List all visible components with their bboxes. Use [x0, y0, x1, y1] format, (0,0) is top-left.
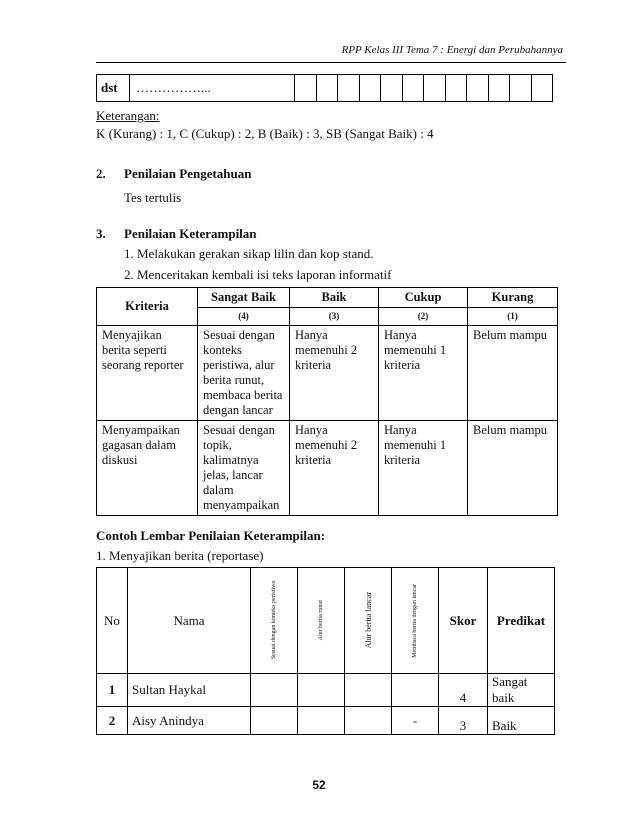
score-4: (4) — [198, 308, 290, 326]
score-3: (3) — [290, 308, 379, 326]
section-3-item-1: 1. Melakukan gerakan sikap lilin dan kop stand. — [124, 246, 374, 261]
empty-cell — [531, 75, 553, 102]
row-no: 1 — [97, 674, 128, 707]
empty-cell — [510, 75, 532, 102]
dst-label: dst — [97, 75, 130, 102]
criterion-label: Alur berita lancar — [363, 592, 373, 649]
criterion-cell — [251, 707, 298, 735]
criterion-header — [345, 568, 392, 674]
rubric-sangat-baik: Sesuai dengan topik, kalimatnya jelas, lancar dalam menyampaikan — [198, 421, 290, 516]
empty-cell — [338, 75, 360, 102]
continuation-table — [96, 74, 553, 102]
criterion-cell — [392, 674, 439, 707]
score-header-no: No — [97, 568, 128, 674]
keterangan-title: Keterangan: — [96, 108, 160, 123]
criterion-label: Membaca berita dengan lancar — [412, 583, 418, 658]
rubric-header-kriteria: Kriteria — [97, 288, 198, 326]
rubric-header-cukup: Cukup — [379, 288, 468, 308]
rubric-kriteria: Menyajikan berita seperti seorang reporter — [97, 326, 198, 421]
empty-cell — [402, 75, 424, 102]
empty-cell — [467, 75, 489, 102]
row-no: 2 — [97, 707, 128, 735]
empty-cell — [488, 75, 510, 102]
criterion-label: Sesuai dengan konteks peristiwa — [271, 581, 277, 660]
empty-cell — [424, 75, 446, 102]
criterion-cell — [298, 674, 345, 707]
section-2-title: Penilaian Pengetahuan — [124, 166, 252, 181]
criterion-cell — [345, 674, 392, 707]
empty-cell — [359, 75, 381, 102]
contoh-item: 1. Menyajikan berita (reportase) — [96, 548, 264, 563]
score-1: (1) — [468, 308, 558, 326]
page-number: 52 — [312, 778, 326, 792]
score-header-predikat: Predikat — [488, 568, 555, 674]
row-nama: Sultan Haykal — [128, 674, 251, 707]
section-2-number: 2. — [96, 166, 106, 181]
criterion-header — [392, 568, 439, 674]
rubric-sangat-baik: Sesuai dengan konteks peristiwa, alur berita runut, membaca berita dengan lancar — [198, 326, 290, 421]
section-3-item-2: 2. Menceritakan kembali isi teks laporan informatif — [124, 267, 392, 282]
rubric-baik: Hanya memenuhi 2 kriteria — [290, 421, 379, 516]
section-2-text: Tes tertulis — [124, 190, 182, 205]
rubric-table — [96, 287, 558, 516]
score-header-nama: Nama — [128, 568, 251, 674]
score-header-skor: Skor — [439, 568, 488, 674]
rubric-baik: Hanya memenuhi 2 kriteria — [290, 326, 379, 421]
rubric-kriteria: Menyampaikan gagasan dalam diskusi — [97, 421, 198, 516]
contoh-title: Contoh Lembar Penilaian Keterampilan: — [96, 528, 326, 543]
keterangan-text: K (Kurang) : 1, C (Cukup) : 2, B (Baik) : 3, SB (Sangat Baik) : 4 — [96, 126, 434, 141]
row-skor: 3 — [439, 707, 488, 735]
empty-cell — [445, 75, 467, 102]
empty-cell — [295, 75, 317, 102]
rubric-kurang: Belum mampu — [468, 421, 558, 516]
running-header: RPP Kelas III Tema 7 : Energi dan Perubahannya — [341, 44, 563, 56]
empty-cell — [381, 75, 403, 102]
criterion-cell — [298, 707, 345, 735]
rubric-kurang: Belum mampu — [468, 326, 558, 421]
criterion-cell: - — [392, 707, 439, 735]
score-2: (2) — [379, 308, 468, 326]
row-skor: 4 — [439, 674, 488, 707]
criterion-label: Alur berita runut — [318, 600, 324, 641]
criterion-header — [298, 568, 345, 674]
row-predikat: Baik — [488, 707, 555, 735]
criterion-cell — [251, 674, 298, 707]
row-nama: Aisy Anindya — [128, 707, 251, 735]
section-3-number: 3. — [96, 226, 106, 241]
section-3-title: Penilaian Keterampilan — [124, 226, 257, 241]
rubric-cukup: Hanya memenuhi 1 kriteria — [379, 421, 468, 516]
rubric-header-sangat-baik: Sangat Baik — [198, 288, 290, 308]
criterion-cell — [345, 707, 392, 735]
rubric-header-baik: Baik — [290, 288, 379, 308]
rubric-header-kurang: Kurang — [468, 288, 558, 308]
empty-cell — [316, 75, 338, 102]
rubric-cukup: Hanya memenuhi 1 kriteria — [379, 326, 468, 421]
score-table — [96, 567, 555, 735]
criterion-header — [251, 568, 298, 674]
dst-dots: ……………... — [130, 75, 295, 102]
header-rule — [96, 62, 566, 63]
row-predikat: Sangat baik — [488, 674, 555, 707]
